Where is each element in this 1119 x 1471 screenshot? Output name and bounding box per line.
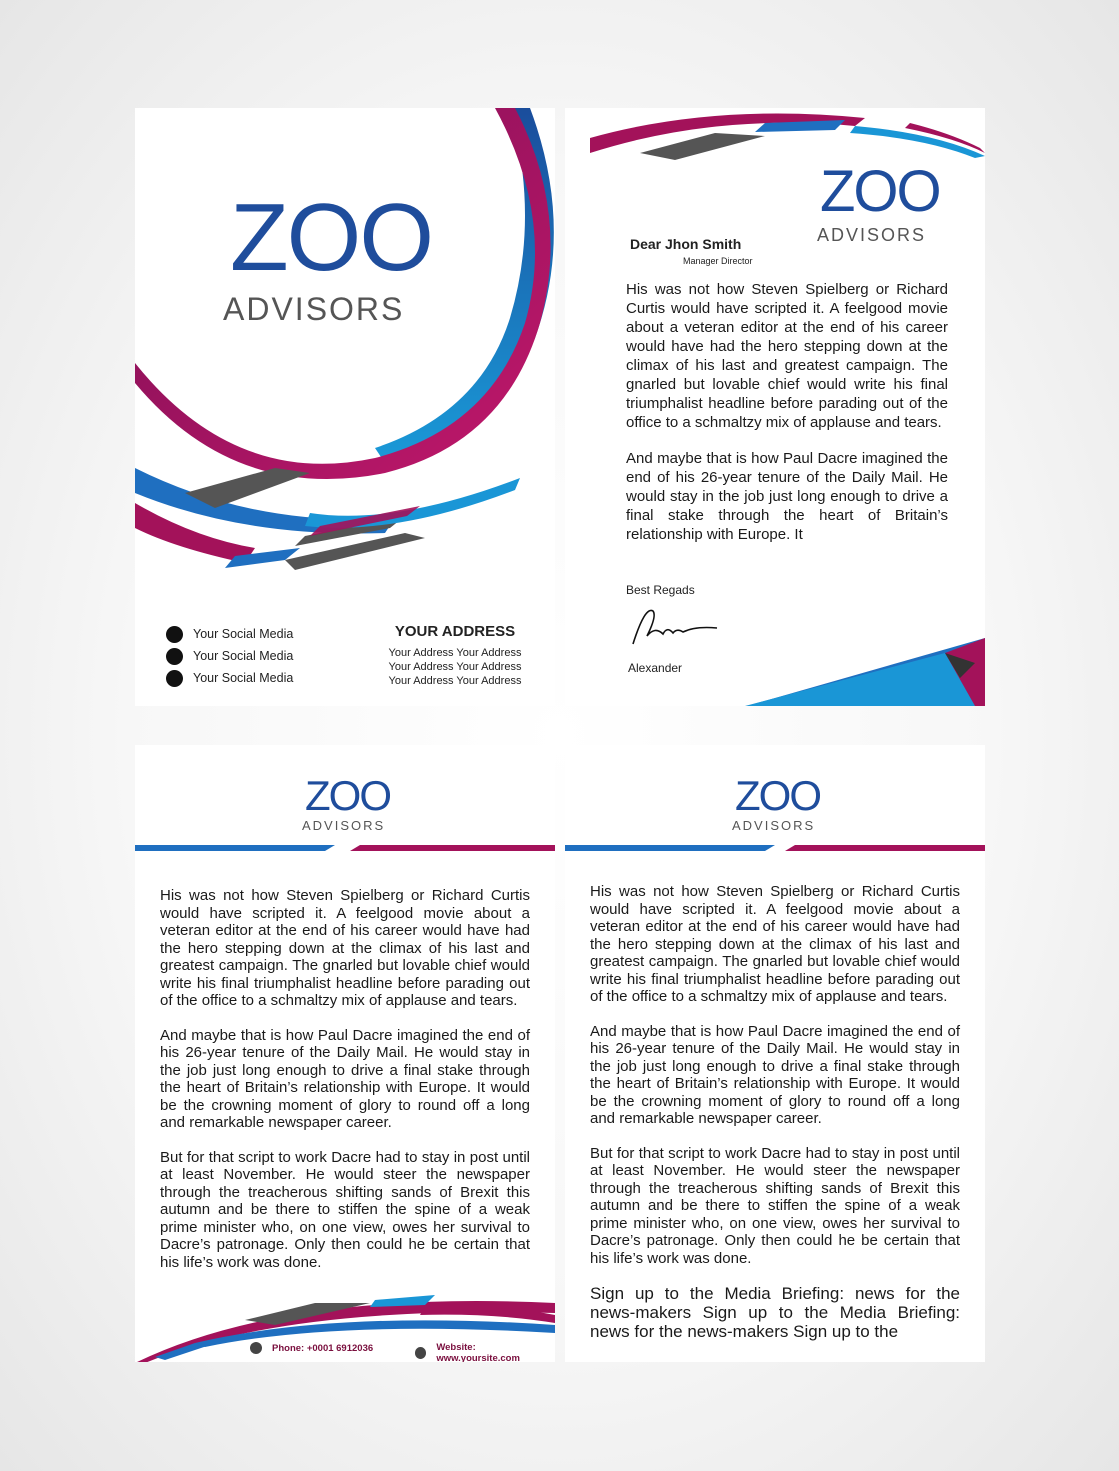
- social-item[interactable]: [166, 623, 293, 645]
- letter-body: [626, 280, 948, 561]
- letter-paragraph: And maybe that is how Paul Dacre imagined the end of his 26-year tenure of the Daily Mail. He would stay in the job just long enough to drive a final stake through the heart of Britain’s relationship with Europe. It: [626, 450, 948, 543]
- body-paragraph: His was not how Steven Spielberg or Richard Curtis would have scripted it. A feelgood movie about a veteran editor at the end of his career would have had the hero stepping down at the climax of his last and greatest campaign. The gnarled but lovable chief would write his final triumphalist headline before parading out of the office to a schmaltzy mix of applause and tears.: [160, 887, 530, 1009]
- signup-text: Sign up to the Media Briefing: news for the news-makers Sign up to the Media Briefing: news for the news-makers Sign up to the: [590, 1284, 960, 1341]
- cover-logo-wordmark: ZOO: [230, 184, 432, 291]
- letter-logo-wordmark: ZOO: [820, 159, 940, 224]
- phone-text: Phone: +0001 6912036: [272, 1342, 374, 1354]
- social-item[interactable]: [166, 645, 293, 667]
- content-page-left: [135, 745, 555, 1362]
- social-icon: [166, 626, 183, 643]
- cover-page: [135, 108, 555, 706]
- social-item[interactable]: [166, 667, 293, 689]
- address-title: YOUR ADDRESS: [394, 623, 516, 640]
- social-label: Your Social Media: [193, 627, 294, 641]
- letter-page: [565, 108, 985, 706]
- body-paragraph: His was not how Steven Spielberg or Richard Curtis would have scripted it. A feelgood movie about a veteran editor at the end of his career would have had the hero stepping down at the climax of his last and greatest campaign. The gnarled but lovable chief would write his final triumphalist headline before parading out of the office to a schmaltzy mix of applause and tears.: [590, 883, 960, 1005]
- social-icon: [166, 648, 183, 665]
- social-label: Your Social Media: [193, 649, 294, 663]
- letter-logo-subtitle: ADVISORS: [817, 225, 927, 245]
- address-line: Your Address Your Address: [388, 675, 522, 687]
- page-right-body: [590, 883, 960, 1358]
- page-right-logo-wordmark: ZOO: [735, 772, 820, 819]
- page-right-logo-subtitle: ADVISORS: [732, 818, 816, 833]
- signature-graphic: [625, 606, 725, 648]
- body-paragraph: But for that script to work Dacre had to stay in post until at least November. He would steer the newspaper through the treacherous shifting sands of Brexit this autumn and be there to stiffen the spine of a weak prime minister who, on one view, owes her survival to Dacre’s patronage. Only then could he be certain that his life’s work was done.: [160, 1148, 530, 1271]
- social-list: [166, 623, 293, 689]
- closing: Best Regads: [626, 583, 695, 597]
- recipient-role: Manager Director: [683, 256, 753, 266]
- address-block: [365, 623, 545, 688]
- letter-paragraph: His was not how Steven Spielberg or Richard Curtis would have scripted it. A feelgood movie about a veteran editor at the end of his career would have had the hero stepping down at the climax of his last and greatest campaign. The gnarled but lovable chief would write his final triumphalist headline before parading out of the office to a schmaltzy mix of applause and tears.: [626, 281, 948, 431]
- page-left-body: [160, 887, 530, 1288]
- page-left-logo-wordmark: ZOO: [305, 772, 390, 819]
- page-left-header-rule: [135, 843, 555, 855]
- phone-contact[interactable]: [250, 1342, 373, 1354]
- body-paragraph: And maybe that is how Paul Dacre imagined the end of his 26-year tenure of the Daily Mail. He would stay in the job just long enough to drive a final stake through the heart of Britain’s relationship with Europe. It would be the crowning moment of glory to round off a long and remarkable newspaper career.: [160, 1026, 530, 1131]
- body-paragraph: And maybe that is how Paul Dacre imagined the end of his 26-year tenure of the Daily Mail. He would stay in the job just long enough to drive a final stake through the heart of Britain’s relationship with Europe. It would be the crowning moment of glory to round off a long and remarkable newspaper career.: [590, 1022, 960, 1127]
- signature-name: Alexander: [628, 661, 683, 675]
- website-contact[interactable]: [415, 1342, 555, 1362]
- body-paragraph: But for that script to work Dacre had to stay in post until at least November. He would steer the newspaper through the treacherous shifting sands of Brexit this autumn and be there to stiffen the spine of a weak prime minister who, on one view, owes her survival to Dacre’s patronage. Only then could he be certain that his life’s work was done.: [590, 1144, 960, 1267]
- social-label: Your Social Media: [193, 671, 294, 685]
- social-icon: [166, 670, 183, 687]
- cover-logo-subtitle: ADVISORS: [223, 291, 405, 327]
- globe-icon: [415, 1347, 426, 1359]
- page-left-logo-subtitle: ADVISORS: [302, 818, 386, 833]
- address-line: Your Address Your Address: [388, 647, 522, 659]
- address-line: Your Address Your Address: [388, 661, 522, 673]
- website-text: Website: www.yoursite.com: [436, 1342, 520, 1362]
- page-right-header-rule: [565, 843, 985, 855]
- content-page-right: [565, 745, 985, 1362]
- greeting: Dear Jhon Smith: [630, 236, 742, 252]
- phone-icon: [250, 1342, 262, 1354]
